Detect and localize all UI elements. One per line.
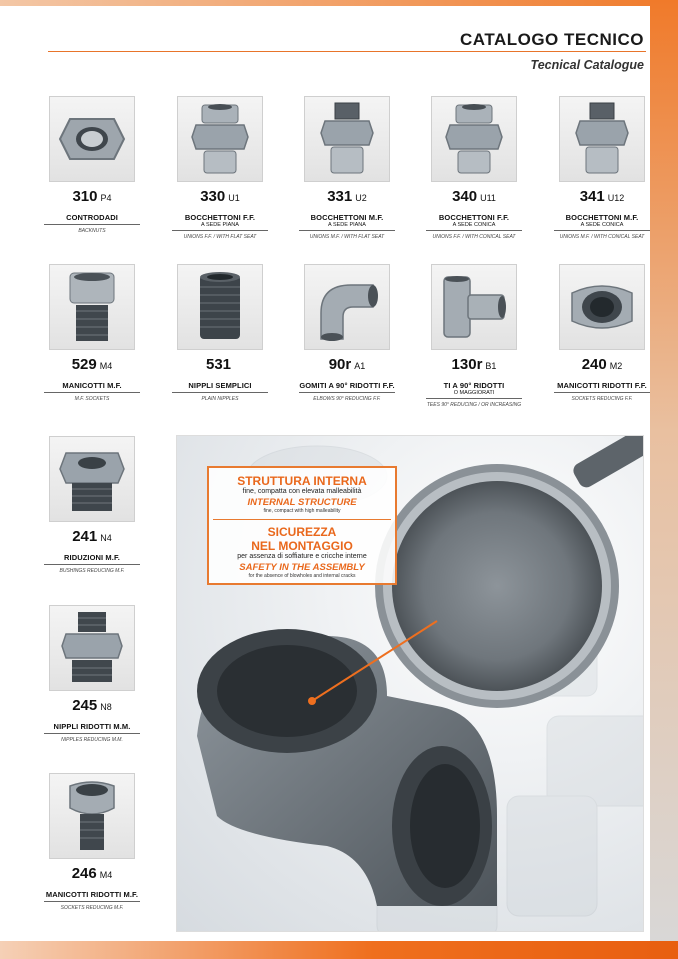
product-thumb	[49, 264, 135, 350]
product-suffix: B1	[485, 361, 497, 371]
product-thumb	[559, 264, 645, 350]
page-title: CATALOGO TECNICO	[460, 30, 644, 49]
bushing-icon	[56, 443, 128, 515]
hero-image	[176, 435, 644, 932]
product-divider	[299, 392, 395, 393]
product-suffix: N8	[100, 702, 112, 712]
product-340	[424, 96, 524, 241]
union-icon	[572, 101, 632, 177]
product-code: 531	[205, 356, 232, 373]
product-code: 245	[72, 697, 98, 714]
product-thumb	[431, 96, 517, 182]
product-sub: O MAGGIORATI	[453, 390, 495, 396]
product-suffix: M4	[99, 361, 113, 371]
product-english: UNIONS M.F. / WITH FLAT SEAT	[309, 234, 385, 240]
product-code: 130r	[451, 356, 483, 373]
product-suffix: M2	[609, 361, 623, 371]
product-529	[42, 264, 142, 403]
product-english: M.F. SOCKETS	[74, 396, 110, 402]
callout-desc-safety: per assenza di soffiature e cricche interne	[237, 553, 367, 560]
backnut-icon	[56, 109, 128, 169]
product-241	[42, 436, 142, 575]
product-english: SOCKETS REDUCING M.F.	[60, 905, 124, 911]
product-name: RIDUZIONI M.F.	[64, 553, 120, 562]
callout-heading-safety-2: NEL MONTAGGIO	[251, 539, 353, 553]
product-sub: A SEDE PIANA	[201, 222, 239, 228]
product-suffix: U1	[228, 193, 240, 203]
product-thumb	[177, 96, 263, 182]
product-name: NIPPLI SEMPLICI	[188, 381, 252, 390]
socket-icon	[62, 269, 122, 345]
product-code: 340	[452, 188, 478, 205]
product-531	[170, 264, 270, 403]
product-code: 310	[72, 188, 98, 205]
product-245	[42, 605, 142, 744]
right-gradient-bar	[650, 0, 678, 959]
product-name: MANICOTTI RIDOTTI M.F.	[45, 890, 139, 899]
union-icon	[444, 101, 504, 177]
product-sub: A SEDE CONICA	[452, 222, 496, 228]
product-name: CONTRODADI	[66, 213, 118, 222]
product-divider	[44, 564, 140, 565]
product-english: UNIONS M.F. / WITH CONICAL SEAT	[559, 234, 645, 240]
top-gradient-bar	[0, 0, 678, 6]
callout-box	[207, 466, 397, 585]
product-130r	[424, 264, 524, 409]
product-name: GOMITI A 90° RIDOTTI F.F.	[299, 381, 395, 390]
product-name: MANICOTTI RIDOTTI F.F.	[557, 381, 647, 390]
product-english: TEES 90° REDUCING / OR INCREASING	[426, 402, 522, 408]
tee-icon	[438, 271, 510, 343]
product-name: NIPPLI RIDOTTI M.M.	[53, 722, 131, 731]
product-divider	[299, 230, 395, 231]
product-thumb	[49, 96, 135, 182]
callout-desc-safety-en: for the absence of blowholes and internal cracks	[248, 573, 356, 579]
product-341	[552, 96, 652, 241]
callout-heading-safety-en: SAFETY IN THE ASSEMBLY	[239, 562, 365, 573]
callout-desc-structure-en: fine, compact with high malleability	[263, 508, 341, 514]
product-code: 240	[581, 356, 607, 373]
callout-heading-safety: SICUREZZA	[267, 525, 337, 539]
reducing-socket-mf-icon	[62, 778, 122, 854]
product-name: BOCCHETTONI M.F.	[310, 213, 384, 222]
product-divider	[554, 392, 650, 393]
product-english: UNIONS F.F. / WITH FLAT SEAT	[183, 234, 257, 240]
product-thumb	[177, 264, 263, 350]
product-suffix: U11	[480, 193, 496, 203]
product-name: BOCCHETTONI F.F.	[438, 213, 510, 222]
reducing-nipple-icon	[60, 610, 124, 686]
product-330	[170, 96, 270, 241]
callout-separator	[213, 519, 391, 520]
product-90r	[297, 264, 397, 403]
product-code: 529	[71, 356, 97, 373]
product-suffix: P4	[100, 193, 112, 203]
product-divider	[554, 230, 650, 231]
product-331	[297, 96, 397, 241]
product-divider	[426, 398, 522, 399]
product-divider	[44, 224, 140, 225]
product-thumb	[49, 605, 135, 691]
product-thumb	[304, 264, 390, 350]
product-code: 330	[200, 188, 226, 205]
product-name: BOCCHETTONI M.F.	[565, 213, 639, 222]
product-thumb	[49, 773, 135, 859]
bottom-gradient-bar	[0, 941, 678, 959]
callout-heading-structure-en: INTERNAL STRUCTURE	[247, 497, 357, 508]
product-code: 341	[579, 188, 605, 205]
product-thumb	[559, 96, 645, 182]
callout-heading-structure: STRUTTURA INTERNA	[237, 474, 367, 488]
product-divider	[44, 733, 140, 734]
product-thumb	[49, 436, 135, 522]
union-icon	[317, 101, 377, 177]
product-suffix: N4	[100, 533, 112, 543]
product-suffix: A1	[354, 361, 366, 371]
product-divider	[44, 392, 140, 393]
product-310	[42, 96, 142, 235]
product-sub: A SEDE CONICA	[580, 222, 624, 228]
product-english: BACKNUTS	[78, 228, 106, 234]
product-code: 331	[327, 188, 353, 205]
callout-desc-structure: fine, compatta con elevata malleabilità	[242, 488, 362, 495]
product-code: 241	[72, 528, 98, 545]
product-divider	[172, 392, 268, 393]
header-rule	[48, 51, 646, 52]
product-english: SOCKETS REDUCING F.F.	[571, 396, 633, 402]
product-divider	[44, 901, 140, 902]
product-thumb	[431, 264, 517, 350]
product-english: ELBOWS 90° REDUCING F.F.	[313, 396, 381, 402]
product-name: BOCCHETTONI F.F.	[184, 213, 256, 222]
product-english: BUSHINGS REDUCING M.F.	[59, 568, 125, 574]
product-suffix: U12	[607, 193, 625, 203]
product-240	[552, 264, 652, 403]
product-name: MANICOTTI M.F.	[62, 381, 122, 390]
product-name: TI A 90° RIDOTTI	[443, 381, 505, 390]
product-code: 90r	[328, 356, 352, 373]
page-subtitle: Tecnical Catalogue	[530, 58, 644, 72]
union-icon	[190, 101, 250, 177]
product-divider	[172, 230, 268, 231]
product-suffix: U2	[355, 193, 367, 203]
product-english: NIPPLES REDUCING M.M.	[61, 737, 123, 743]
product-divider	[426, 230, 522, 231]
elbow-icon	[311, 271, 383, 343]
product-code: 246	[71, 865, 97, 882]
product-thumb	[304, 96, 390, 182]
reducing-socket-icon	[566, 275, 638, 339]
product-english: UNIONS F.F. / WITH CONICAL SEAT	[432, 234, 516, 240]
product-sub: A SEDE PIANA	[328, 222, 366, 228]
product-246	[42, 773, 142, 912]
nipple-icon	[192, 269, 248, 345]
product-suffix: M4	[99, 870, 113, 880]
product-english: PLAIN NIPPLES	[201, 396, 239, 402]
